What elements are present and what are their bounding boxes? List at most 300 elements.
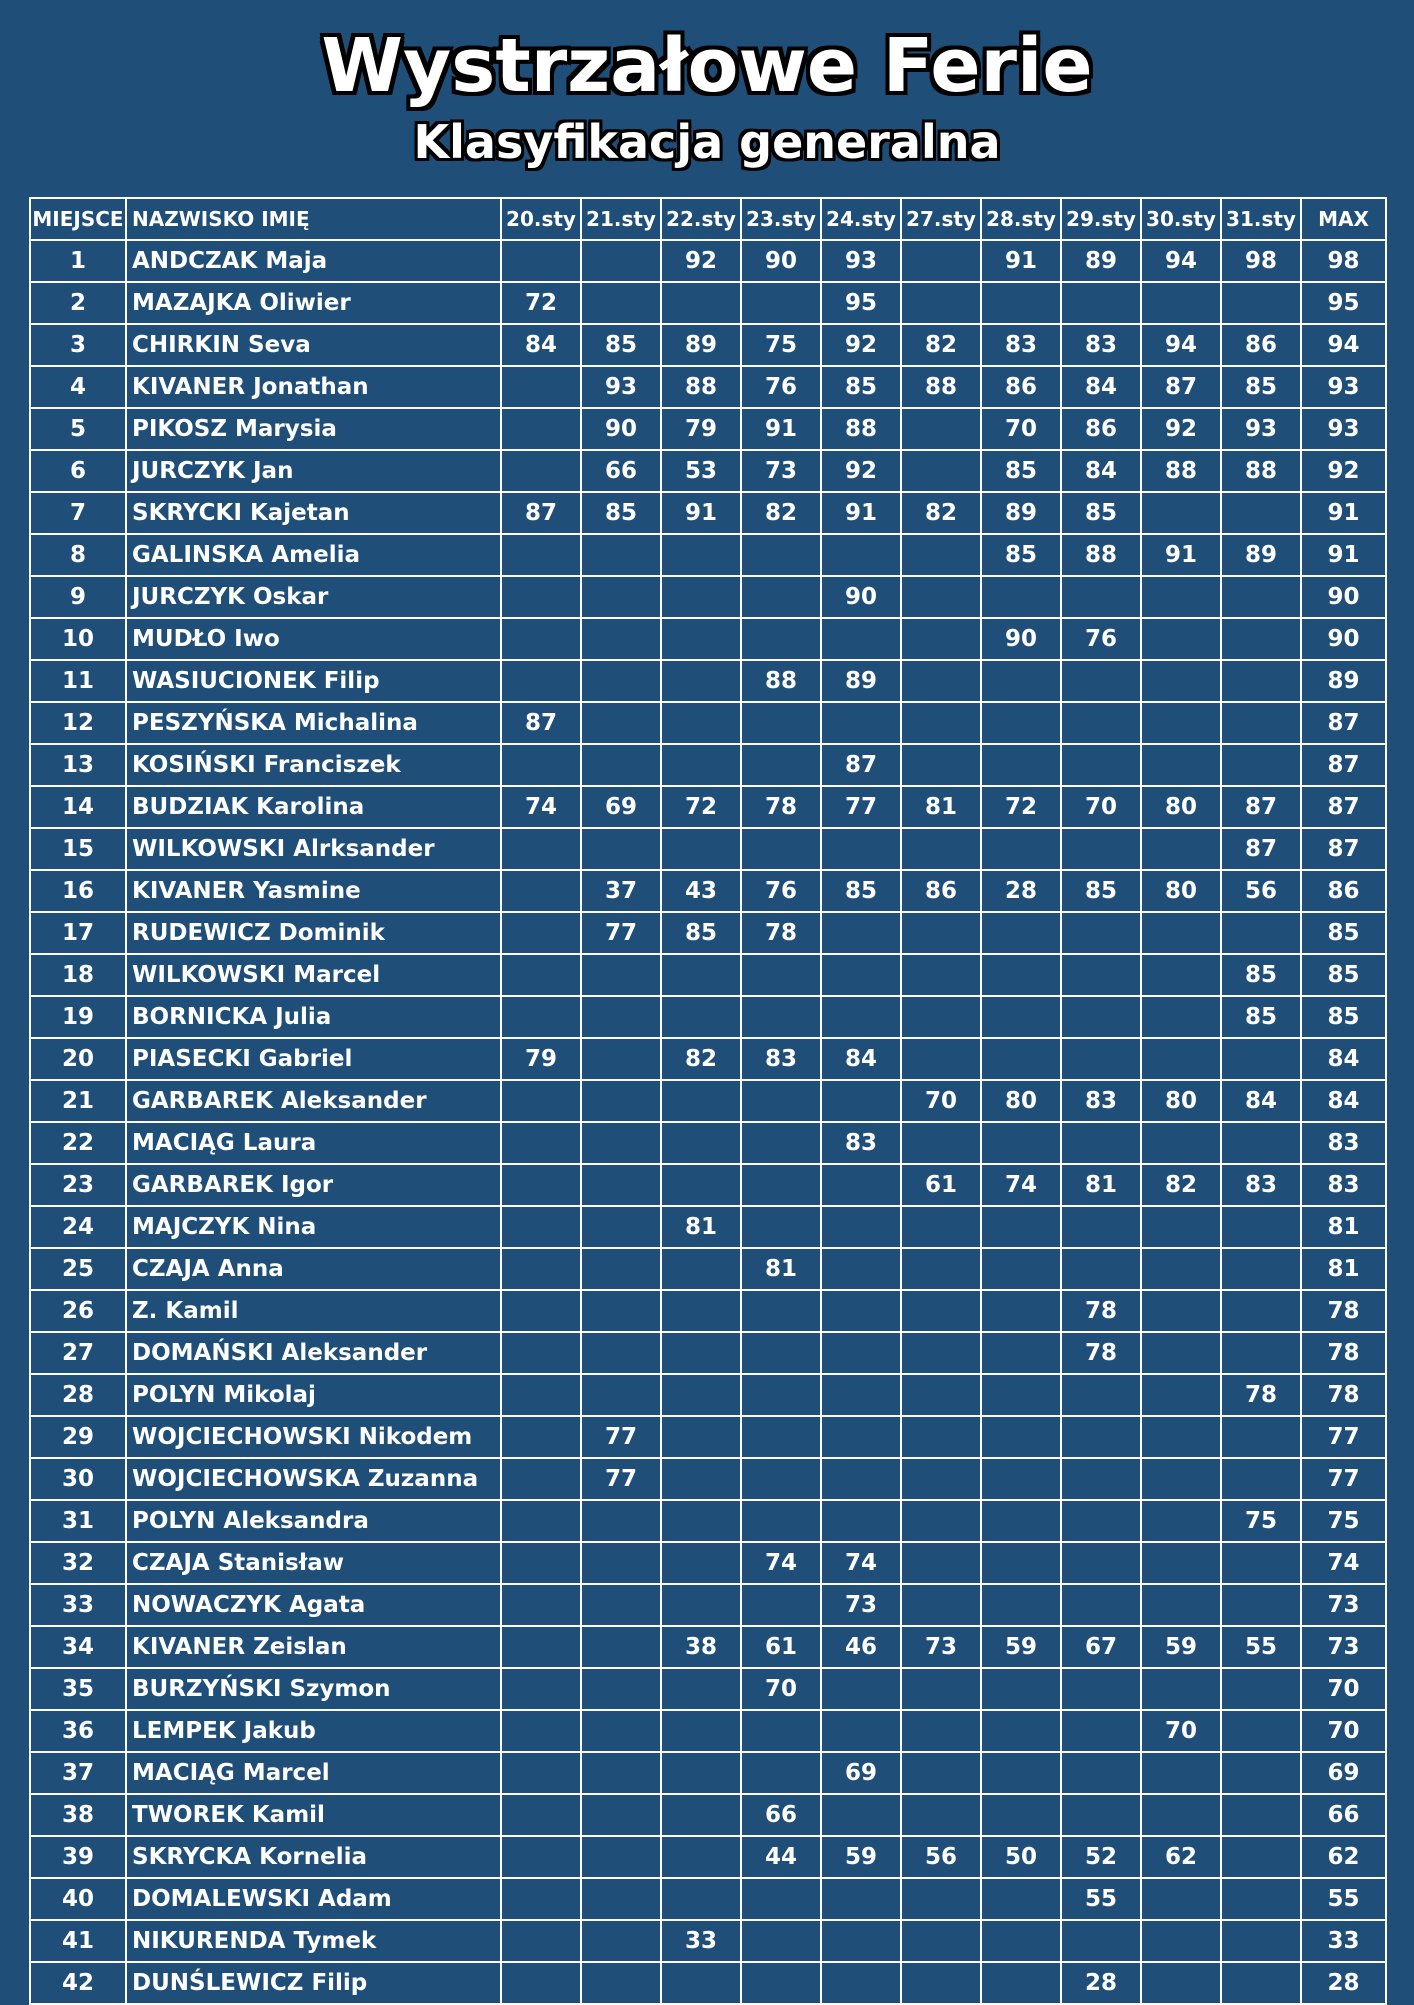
score-cell: 76 — [1061, 618, 1141, 660]
score-cell: 88 — [1061, 534, 1141, 576]
table-row — [30, 1962, 1386, 2004]
table-row — [30, 1668, 1386, 1710]
score-cell: 85 — [821, 366, 901, 408]
score-cell — [901, 1500, 981, 1542]
score-cell: 85 — [1061, 492, 1141, 534]
score-cell — [1061, 1374, 1141, 1416]
score-cell — [1221, 576, 1301, 618]
score-cell — [821, 534, 901, 576]
score-cell: 91 — [661, 492, 741, 534]
score-cell: 50 — [981, 1836, 1061, 1878]
score-cell — [821, 912, 901, 954]
score-cell — [661, 1794, 741, 1836]
score-cell — [661, 1584, 741, 1626]
score-cell — [821, 1710, 901, 1752]
table-row — [30, 1374, 1386, 1416]
score-cell — [821, 618, 901, 660]
score-cell — [1141, 954, 1221, 996]
score-cell: 93 — [821, 240, 901, 282]
score-cell — [981, 282, 1061, 324]
score-cell — [581, 1836, 661, 1878]
score-cell: 88 — [901, 366, 981, 408]
table-row — [30, 1038, 1386, 1080]
score-cell — [1061, 1248, 1141, 1290]
name-cell: CHIRKIN Seva — [126, 324, 501, 366]
score-cell: 87 — [821, 744, 901, 786]
score-cell — [821, 1794, 901, 1836]
table-row — [30, 828, 1386, 870]
score-cell: 91 — [741, 408, 821, 450]
place-cell: 4 — [30, 366, 126, 408]
score-cell — [1061, 744, 1141, 786]
score-cell — [1141, 1752, 1221, 1794]
score-cell — [581, 1248, 661, 1290]
place-cell: 36 — [30, 1710, 126, 1752]
score-cell — [1061, 660, 1141, 702]
score-cell — [901, 1290, 981, 1332]
score-cell — [581, 240, 661, 282]
place-cell: 17 — [30, 912, 126, 954]
score-cell — [821, 1080, 901, 1122]
score-cell: 55 — [1061, 1878, 1141, 1920]
table-row — [30, 1458, 1386, 1500]
score-cell — [981, 1332, 1061, 1374]
score-cell — [501, 1962, 581, 2004]
name-cell: KIVANER Jonathan — [126, 366, 501, 408]
score-cell: 33 — [661, 1920, 741, 1962]
place-cell: 40 — [30, 1878, 126, 1920]
score-cell — [581, 828, 661, 870]
max-score-cell: 69 — [1301, 1752, 1386, 1794]
max-score-cell: 70 — [1301, 1668, 1386, 1710]
column-header: 20.sty — [501, 198, 581, 240]
score-cell: 74 — [741, 1542, 821, 1584]
place-cell: 31 — [30, 1500, 126, 1542]
place-cell: 5 — [30, 408, 126, 450]
score-cell — [981, 1458, 1061, 1500]
score-cell — [901, 1374, 981, 1416]
score-cell: 78 — [1061, 1290, 1141, 1332]
score-cell: 85 — [661, 912, 741, 954]
score-cell — [901, 1248, 981, 1290]
score-cell — [581, 576, 661, 618]
place-cell: 16 — [30, 870, 126, 912]
place-cell: 38 — [30, 1794, 126, 1836]
score-cell: 98 — [1221, 240, 1301, 282]
score-cell — [1221, 1122, 1301, 1164]
score-cell: 87 — [1221, 786, 1301, 828]
score-cell — [501, 1248, 581, 1290]
score-cell — [661, 576, 741, 618]
score-cell — [661, 828, 741, 870]
score-cell — [981, 954, 1061, 996]
place-cell: 21 — [30, 1080, 126, 1122]
column-header: NAZWISKO IMIĘ — [126, 198, 501, 240]
place-cell: 24 — [30, 1206, 126, 1248]
table-row — [30, 660, 1386, 702]
score-cell — [741, 954, 821, 996]
max-score-cell: 93 — [1301, 366, 1386, 408]
score-cell: 95 — [821, 282, 901, 324]
score-cell — [581, 1920, 661, 1962]
score-cell: 82 — [661, 1038, 741, 1080]
score-cell — [1221, 1416, 1301, 1458]
score-cell: 69 — [581, 786, 661, 828]
score-cell — [661, 1374, 741, 1416]
column-header: 29.sty — [1061, 198, 1141, 240]
score-cell — [981, 1752, 1061, 1794]
max-score-cell: 85 — [1301, 954, 1386, 996]
score-cell — [741, 1584, 821, 1626]
score-cell — [741, 702, 821, 744]
score-cell: 85 — [1221, 366, 1301, 408]
max-score-cell: 90 — [1301, 576, 1386, 618]
score-cell — [1141, 996, 1221, 1038]
score-cell — [1141, 744, 1221, 786]
score-cell — [981, 1668, 1061, 1710]
score-cell — [501, 1920, 581, 1962]
max-score-cell: 91 — [1301, 534, 1386, 576]
table-row — [30, 1080, 1386, 1122]
name-cell: MAJCZYK Nina — [126, 1206, 501, 1248]
score-cell — [1141, 1206, 1221, 1248]
score-cell — [821, 702, 901, 744]
score-cell: 73 — [821, 1584, 901, 1626]
table-row — [30, 324, 1386, 366]
name-cell: POLYN Mikolaj — [126, 1374, 501, 1416]
name-cell: JURCZYK Oskar — [126, 576, 501, 618]
score-cell: 81 — [661, 1206, 741, 1248]
score-cell — [661, 1290, 741, 1332]
score-cell — [581, 1038, 661, 1080]
max-score-cell: 90 — [1301, 618, 1386, 660]
score-cell — [901, 1416, 981, 1458]
max-score-cell: 81 — [1301, 1206, 1386, 1248]
score-cell — [1141, 576, 1221, 618]
table-row — [30, 1122, 1386, 1164]
place-cell: 19 — [30, 996, 126, 1038]
score-cell — [501, 1458, 581, 1500]
score-cell: 86 — [981, 366, 1061, 408]
score-cell — [821, 1164, 901, 1206]
name-cell: PESZYŃSKA Michalina — [126, 702, 501, 744]
score-cell — [581, 702, 661, 744]
table-row — [30, 534, 1386, 576]
score-cell — [741, 618, 821, 660]
score-cell — [501, 870, 581, 912]
place-cell: 28 — [30, 1374, 126, 1416]
table-row — [30, 996, 1386, 1038]
score-cell — [901, 1458, 981, 1500]
score-cell: 73 — [901, 1626, 981, 1668]
score-cell: 88 — [661, 366, 741, 408]
max-score-cell: 86 — [1301, 870, 1386, 912]
name-cell: Z. Kamil — [126, 1290, 501, 1332]
score-cell — [821, 1668, 901, 1710]
table-row — [30, 1584, 1386, 1626]
score-cell — [901, 282, 981, 324]
score-cell — [741, 1878, 821, 1920]
max-score-cell: 98 — [1301, 240, 1386, 282]
score-cell — [901, 618, 981, 660]
score-cell: 86 — [1061, 408, 1141, 450]
score-cell — [741, 1962, 821, 2004]
score-cell — [1221, 1668, 1301, 1710]
name-cell: CZAJA Stanisław — [126, 1542, 501, 1584]
score-cell — [901, 1584, 981, 1626]
score-cell — [581, 744, 661, 786]
score-cell — [1061, 954, 1141, 996]
score-cell — [661, 1962, 741, 2004]
max-score-cell: 84 — [1301, 1038, 1386, 1080]
score-cell — [741, 1080, 821, 1122]
score-cell — [1141, 1584, 1221, 1626]
score-cell — [741, 996, 821, 1038]
score-cell — [1221, 1248, 1301, 1290]
score-cell — [821, 1962, 901, 2004]
score-cell: 93 — [1221, 408, 1301, 450]
score-cell — [1221, 282, 1301, 324]
max-score-cell: 92 — [1301, 450, 1386, 492]
score-cell — [581, 1206, 661, 1248]
score-cell: 75 — [1221, 1500, 1301, 1542]
score-cell — [741, 1122, 821, 1164]
score-cell — [1221, 1332, 1301, 1374]
place-cell: 37 — [30, 1752, 126, 1794]
score-cell: 28 — [981, 870, 1061, 912]
name-cell: WILKOWSKI Alrksander — [126, 828, 501, 870]
score-cell — [1141, 1542, 1221, 1584]
column-header: 30.sty — [1141, 198, 1221, 240]
score-cell — [581, 1668, 661, 1710]
score-cell — [661, 1668, 741, 1710]
table-row — [30, 282, 1386, 324]
place-cell: 2 — [30, 282, 126, 324]
score-cell — [901, 828, 981, 870]
name-cell: GARBAREK Igor — [126, 1164, 501, 1206]
score-cell — [1141, 1500, 1221, 1542]
score-cell — [981, 1500, 1061, 1542]
score-cell: 81 — [741, 1248, 821, 1290]
score-cell: 88 — [741, 660, 821, 702]
name-cell: WOJCIECHOWSKI Nikodem — [126, 1416, 501, 1458]
score-cell: 85 — [981, 450, 1061, 492]
max-score-cell: 87 — [1301, 702, 1386, 744]
score-cell: 91 — [821, 492, 901, 534]
table-row — [30, 492, 1386, 534]
score-cell — [661, 534, 741, 576]
max-score-cell: 33 — [1301, 1920, 1386, 1962]
place-cell: 9 — [30, 576, 126, 618]
score-cell — [741, 1752, 821, 1794]
score-cell: 94 — [1141, 240, 1221, 282]
score-cell — [1061, 1752, 1141, 1794]
name-cell: POLYN Aleksandra — [126, 1500, 501, 1542]
max-score-cell: 84 — [1301, 1080, 1386, 1122]
score-cell: 83 — [1061, 324, 1141, 366]
name-cell: BURZYŃSKI Szymon — [126, 1668, 501, 1710]
score-cell — [581, 1962, 661, 2004]
table-row — [30, 576, 1386, 618]
score-cell: 89 — [1221, 534, 1301, 576]
score-cell — [581, 1878, 661, 1920]
table-row — [30, 1626, 1386, 1668]
place-cell: 30 — [30, 1458, 126, 1500]
score-cell: 85 — [981, 534, 1061, 576]
max-score-cell: 74 — [1301, 1542, 1386, 1584]
max-score-cell: 81 — [1301, 1248, 1386, 1290]
score-cell: 83 — [821, 1122, 901, 1164]
score-cell: 70 — [901, 1080, 981, 1122]
max-score-cell: 83 — [1301, 1164, 1386, 1206]
score-cell: 56 — [1221, 870, 1301, 912]
score-cell — [981, 996, 1061, 1038]
max-score-cell: 28 — [1301, 1962, 1386, 2004]
score-cell — [901, 1920, 981, 1962]
score-cell: 76 — [741, 366, 821, 408]
score-cell — [661, 1164, 741, 1206]
score-cell — [581, 1500, 661, 1542]
page-title: Wystrzałowe Ferie — [321, 23, 1093, 109]
name-cell: JURCZYK Jan — [126, 450, 501, 492]
score-cell — [901, 1752, 981, 1794]
score-cell — [981, 1374, 1061, 1416]
score-cell — [741, 282, 821, 324]
score-cell: 70 — [1061, 786, 1141, 828]
score-cell: 82 — [901, 324, 981, 366]
place-cell: 7 — [30, 492, 126, 534]
score-cell: 70 — [1141, 1710, 1221, 1752]
score-cell: 79 — [501, 1038, 581, 1080]
score-cell — [501, 1710, 581, 1752]
score-cell: 80 — [1141, 786, 1221, 828]
max-score-cell: 70 — [1301, 1710, 1386, 1752]
place-cell: 34 — [30, 1626, 126, 1668]
score-cell — [501, 744, 581, 786]
score-cell: 89 — [981, 492, 1061, 534]
score-cell — [741, 1332, 821, 1374]
table-row — [30, 1752, 1386, 1794]
score-cell — [581, 1710, 661, 1752]
score-cell: 69 — [821, 1752, 901, 1794]
score-cell: 55 — [1221, 1626, 1301, 1668]
score-cell — [1061, 1038, 1141, 1080]
table-row — [30, 240, 1386, 282]
score-cell — [901, 660, 981, 702]
score-cell — [981, 1416, 1061, 1458]
score-cell — [821, 1248, 901, 1290]
score-cell: 90 — [741, 240, 821, 282]
score-cell — [661, 996, 741, 1038]
score-cell: 75 — [741, 324, 821, 366]
score-cell: 56 — [901, 1836, 981, 1878]
max-score-cell: 78 — [1301, 1290, 1386, 1332]
score-cell — [581, 1080, 661, 1122]
column-header: 27.sty — [901, 198, 981, 240]
table-row — [30, 1794, 1386, 1836]
name-cell: RUDEWICZ Dominik — [126, 912, 501, 954]
score-cell: 89 — [1061, 240, 1141, 282]
score-cell — [981, 1794, 1061, 1836]
score-cell: 59 — [981, 1626, 1061, 1668]
name-cell: KIVANER Zeislan — [126, 1626, 501, 1668]
score-cell — [1141, 660, 1221, 702]
score-cell — [901, 702, 981, 744]
max-score-cell: 78 — [1301, 1332, 1386, 1374]
score-cell: 83 — [1221, 1164, 1301, 1206]
max-score-cell: 85 — [1301, 996, 1386, 1038]
score-cell — [1141, 1332, 1221, 1374]
place-cell: 20 — [30, 1038, 126, 1080]
table-row — [30, 1206, 1386, 1248]
max-score-cell: 83 — [1301, 1122, 1386, 1164]
score-cell — [661, 1752, 741, 1794]
place-cell: 12 — [30, 702, 126, 744]
score-cell — [1141, 492, 1221, 534]
score-cell — [981, 660, 1061, 702]
score-cell: 87 — [1221, 828, 1301, 870]
score-cell — [1221, 1290, 1301, 1332]
place-cell: 8 — [30, 534, 126, 576]
score-cell — [981, 1290, 1061, 1332]
score-cell — [501, 1626, 581, 1668]
score-cell: 85 — [1221, 954, 1301, 996]
score-cell — [501, 912, 581, 954]
score-cell — [1141, 282, 1221, 324]
name-cell: MAZAJKA Oliwier — [126, 282, 501, 324]
name-cell: DOMAŃSKI Aleksander — [126, 1332, 501, 1374]
score-cell — [741, 1206, 821, 1248]
score-cell — [741, 1500, 821, 1542]
score-cell — [581, 996, 661, 1038]
score-cell — [901, 1542, 981, 1584]
score-cell: 90 — [821, 576, 901, 618]
score-cell: 73 — [741, 450, 821, 492]
score-cell — [501, 240, 581, 282]
score-cell — [821, 1500, 901, 1542]
place-cell: 32 — [30, 1542, 126, 1584]
score-cell: 59 — [821, 1836, 901, 1878]
score-cell — [981, 1542, 1061, 1584]
score-cell: 76 — [741, 870, 821, 912]
score-cell — [1221, 1878, 1301, 1920]
score-cell: 61 — [741, 1626, 821, 1668]
score-cell — [821, 1920, 901, 1962]
name-cell: NOWACZYK Agata — [126, 1584, 501, 1626]
score-cell — [501, 534, 581, 576]
table-row — [30, 1416, 1386, 1458]
score-cell — [1221, 1836, 1301, 1878]
score-cell — [581, 1752, 661, 1794]
score-cell — [1221, 1542, 1301, 1584]
score-cell — [901, 996, 981, 1038]
name-cell: KOSIŃSKI Franciszek — [126, 744, 501, 786]
score-cell — [981, 1206, 1061, 1248]
score-cell: 87 — [501, 492, 581, 534]
score-cell — [661, 660, 741, 702]
score-cell: 62 — [1141, 1836, 1221, 1878]
table-row — [30, 1164, 1386, 1206]
score-cell — [501, 1374, 581, 1416]
score-cell — [661, 1332, 741, 1374]
name-cell: GARBAREK Aleksander — [126, 1080, 501, 1122]
score-cell: 94 — [1141, 324, 1221, 366]
score-cell — [901, 450, 981, 492]
score-cell — [661, 1878, 741, 1920]
score-cell: 92 — [1141, 408, 1221, 450]
score-cell — [901, 534, 981, 576]
score-cell — [901, 744, 981, 786]
